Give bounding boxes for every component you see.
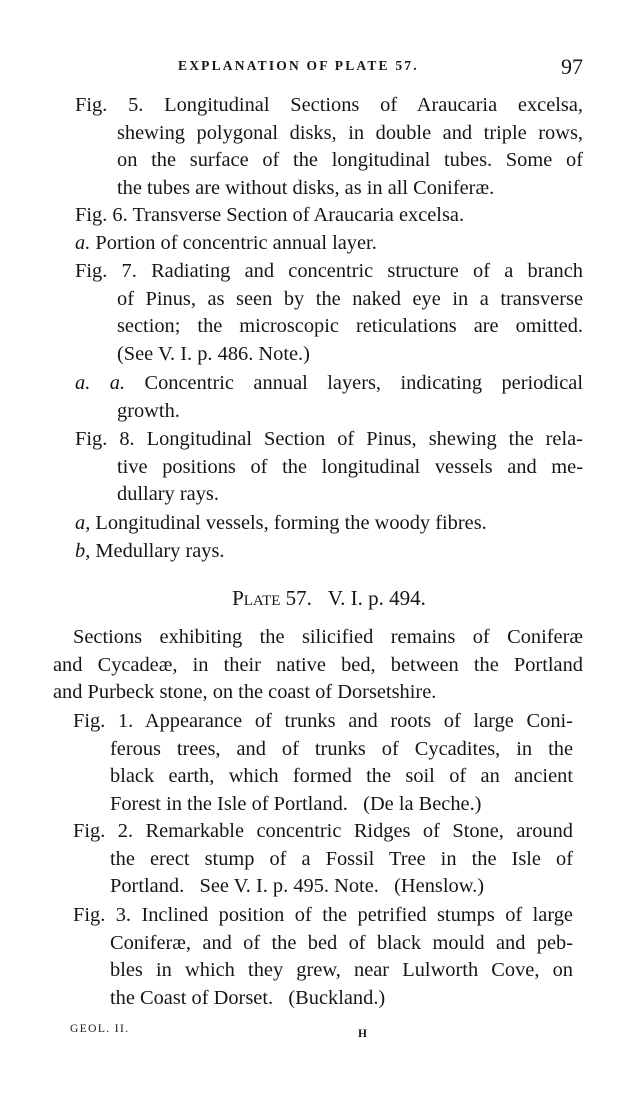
entry-text: Longitudinal vessels, forming the woody fibres. <box>95 512 487 534</box>
plate-heading-label: Plate 57. <box>232 586 312 610</box>
item-a-vessels-entry <box>75 510 583 538</box>
entry-text: Medullary rays. <box>95 540 225 562</box>
entry-first-line <box>75 202 583 230</box>
entry-text: Longitudinal Section of Pinus, shewing the rela- <box>146 428 583 450</box>
fig-6-entry <box>75 202 583 230</box>
entry-text: Inclined position of the petrified stumps of large <box>141 904 573 926</box>
entry-line: growth. <box>117 399 180 422</box>
gathering-mark: H <box>358 1028 367 1040</box>
entry-line: Coniferæ, and of the bed of black mould and peb- <box>110 931 573 954</box>
entry-first-line <box>75 370 583 398</box>
entry-first-line <box>75 230 583 258</box>
entry-first-line <box>75 258 583 286</box>
entry-label: a. a. <box>75 372 126 394</box>
entry-text: Remarkable concentric Ridges of Stone, around <box>145 820 573 842</box>
plate-57-heading <box>0 586 640 611</box>
entry-text: Radiating and concentric structure of a branch <box>151 260 583 282</box>
entry-first-line <box>75 92 583 120</box>
plate-57-intro <box>53 624 583 707</box>
entry-line: Portland. See V. I. p. 495. Note. (Henslow.) <box>110 875 484 898</box>
entry-label: Fig. 6. <box>75 204 128 226</box>
entry-label: a, <box>75 512 91 534</box>
entry-first-line <box>73 902 573 930</box>
fig-8-entry <box>75 426 583 509</box>
item-a-entry <box>75 230 583 258</box>
entry-label: Fig. 2. <box>73 820 134 842</box>
entry-line: of Pinus, as seen by the naked eye in a transverse <box>117 287 583 310</box>
entry-label: Fig. 5. <box>75 94 144 116</box>
entry-label: b, <box>75 540 91 562</box>
entry-text: Transverse Section of Araucaria excelsa. <box>132 204 465 226</box>
entry-line: bles in which they grew, near Lulworth Cove, on <box>110 959 573 982</box>
entry-label: a. <box>75 232 91 254</box>
running-head: EXPLANATION OF PLATE 57. <box>178 58 419 73</box>
entry-label: Fig. 7. <box>75 260 137 282</box>
plate-heading-reference: V. I. p. 494. <box>327 586 426 610</box>
entry-text: Appearance of trunks and roots of large Coni- <box>144 710 573 732</box>
fig-7-entry <box>75 258 583 368</box>
entry-text: Concentric annual layers, indicating periodical <box>144 372 583 394</box>
entry-label: Fig. 3. <box>73 904 132 926</box>
entry-line: black earth, which formed the soil of an ancient <box>110 765 573 788</box>
entry-line: ferous trees, and of trunks of Cycadites, in the <box>110 737 573 760</box>
entry-line: (See V. I. p. 486. Note.) <box>117 342 310 365</box>
entry-line: the erect stump of a Fossil Tree in the Isle of <box>110 847 573 870</box>
entry-first-line <box>75 510 583 538</box>
intro-line: and Purbeck stone, on the coast of Dorsetshire. <box>53 681 437 704</box>
entry-text: Longitudinal Sections of Araucaria excelsa, <box>164 94 583 116</box>
plate-57-fig-2-entry <box>73 818 573 901</box>
entry-first-line <box>73 708 573 736</box>
entry-label: Fig. 8. <box>75 428 135 450</box>
plate-57-fig-3-entry <box>73 902 573 1012</box>
entry-line: dullary rays. <box>117 483 219 506</box>
signature-mark: GEOL. II. <box>70 1023 130 1035</box>
entry-line: the Coast of Dorset. (Buckland.) <box>110 986 386 1009</box>
intro-line: and Cycadeæ, in their native bed, between the Portland <box>53 653 583 676</box>
entry-text: Portion of concentric annual layer. <box>95 232 377 254</box>
intro-line: Sections exhibiting the silicified remains of Coniferæ <box>73 626 583 648</box>
item-b-entry <box>75 538 583 566</box>
item-a-a-entry <box>75 370 583 425</box>
entry-first-line <box>75 426 583 454</box>
entry-line: on the surface of the longitudinal tubes. Some of <box>117 149 583 172</box>
entry-line: section; the microscopic reticulations are omitted. <box>117 315 583 338</box>
entry-label: Fig. 1. <box>73 710 134 732</box>
entry-line: Forest in the Isle of Portland. (De la Beche.) <box>110 792 482 815</box>
entry-line: shewing polygonal disks, in double and triple rows, <box>117 121 583 144</box>
entry-first-line <box>73 818 573 846</box>
entry-line: tive positions of the longitudinal vessels and me- <box>117 455 583 478</box>
entry-first-line <box>75 538 583 566</box>
entry-line: the tubes are without disks, as in all Coniferæ. <box>117 176 495 199</box>
fig-5-entry <box>75 92 583 202</box>
plate-57-fig-1-entry <box>73 708 573 818</box>
page-number: 97 <box>561 54 583 79</box>
